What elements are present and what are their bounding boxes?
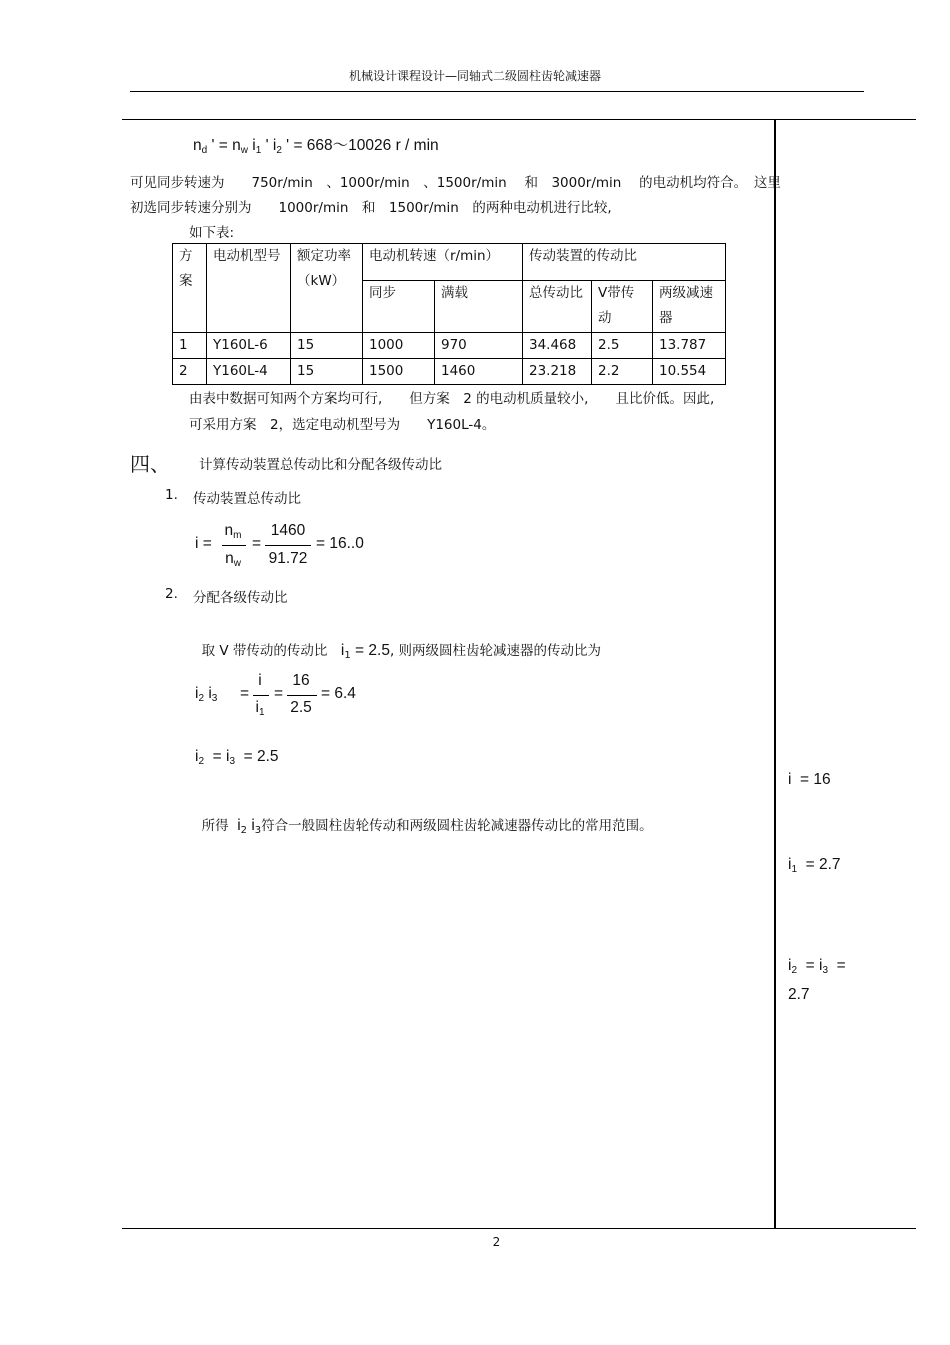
cell-full: 1460 — [435, 359, 523, 385]
item1-number: 1. — [165, 487, 178, 503]
top-rule — [122, 119, 916, 120]
eq-total-lhs: i = — [195, 535, 212, 552]
para3: 取 V 带传动的传动比 $i_1 = 2.5$, 则两级圆柱齿轮减速器的传动比为 — [201, 642, 602, 661]
eq-i23-lhs: $i_2$ $i_3$ — [195, 685, 218, 704]
header-total: 总传动比 — [523, 281, 592, 333]
formula-nd: $n_d$ ' = $n_w$ $i_1$ ' $i_2$ ' = 668～10026 r / min — [193, 137, 439, 156]
header-speed: 电动机转速（r/min） — [363, 244, 523, 281]
cell-model: Y160L-6 — [207, 333, 291, 359]
para1-line1: 可见同步转速为 750r/min 、1000r/min 、1500r/min 和 3000r/min 的电动机均符合。 这里 — [130, 175, 781, 191]
table-row — [173, 333, 726, 359]
table-row — [173, 359, 726, 385]
header-ratio: 传动装置的传动比 — [523, 244, 726, 281]
eq-equal: $i_2 = i_3 = 2.5$ — [195, 748, 279, 767]
item1-title: 传动装置总传动比 — [193, 491, 301, 507]
cell-scheme: 1 — [173, 333, 207, 359]
page-number: 2 — [492, 1235, 501, 1249]
header-model: 电动机型号 — [207, 244, 291, 333]
header-reducer: 两级减速器 — [653, 281, 726, 333]
para2-line1: 由表中数据可知两个方案均可行, 但方案 2 的电动机质量较小, 且比价低。因此, — [189, 391, 715, 407]
cell-scheme: 2 — [173, 359, 207, 385]
header-scheme: 方案 — [173, 244, 207, 333]
column-divider — [774, 119, 776, 1229]
cell-sync: 1000 — [363, 333, 435, 359]
eq-i23-num: i — [258, 672, 262, 689]
section-title: 计算传动装置总传动比和分配各级传动比 — [199, 457, 442, 473]
header-power: 额定功率（kW） — [291, 244, 363, 333]
sidebar-result-i23: $i_2 = i_3$ = — [788, 957, 846, 976]
header-full: 满载 — [435, 281, 523, 333]
header-title: 机械设计课程设计—同轴式二级圆柱齿轮减速器 — [348, 69, 601, 83]
cell-full: 970 — [435, 333, 523, 359]
eq-i23-bar2 — [287, 695, 317, 696]
cell-vbelt: 2.5 — [592, 333, 653, 359]
eq-i23-den2: 2.5 — [290, 699, 312, 716]
cell-total: 34.468 — [523, 333, 592, 359]
cell-reducer: 13.787 — [653, 333, 726, 359]
header-vbelt: V带传动 — [592, 281, 653, 333]
section-number: 四、 — [130, 452, 170, 476]
sidebar-result-i23-value: 2.7 — [788, 986, 810, 1003]
eq-i23-num2: 16 — [292, 672, 310, 689]
cell-sync: 1500 — [363, 359, 435, 385]
para1-line3: 如下表: — [189, 225, 235, 241]
eq-total-den: $n_w$ — [225, 550, 241, 569]
sidebar-result-i1: $i_1 = 2.7$ — [788, 856, 841, 875]
cell-model: Y160L-4 — [207, 359, 291, 385]
cell-total: 23.218 — [523, 359, 592, 385]
eq-total-bar2 — [265, 545, 311, 546]
cell-power: 15 — [291, 333, 363, 359]
eq-i23-den: $i_1$ — [255, 699, 265, 718]
eq-i23-rhs: = 6.4 — [321, 685, 356, 702]
item2-number: 2. — [165, 586, 178, 602]
para4: 所得 $i_2$ $i_3$符合一般圆柱齿轮传动和两级圆柱齿轮减速器传动比的常用范围。 — [201, 817, 653, 836]
eq-total-bar — [222, 545, 246, 546]
cell-vbelt: 2.2 — [592, 359, 653, 385]
header-rule — [130, 91, 864, 92]
bottom-rule — [122, 1228, 916, 1229]
eq-total-rhs: = 16..0 — [316, 535, 364, 552]
eq-total-num2: 1460 — [270, 522, 306, 539]
eq-i23-eq1: = — [240, 685, 250, 702]
motor-comparison-table — [172, 243, 726, 385]
eq-i23-bar — [253, 695, 269, 696]
para2-line2: 可采用方案 2，选定电动机型号为 Y160L-4。 — [189, 417, 496, 433]
para1-line2: 初选同步转速分别为 1000r/min 和 1500r/min 的两种电动机进行比较, — [130, 200, 612, 216]
table-header-row — [173, 244, 726, 281]
header-sync: 同步 — [363, 281, 435, 333]
cell-power: 15 — [291, 359, 363, 385]
eq-i23-eq2: = — [274, 685, 284, 702]
eq-total-eq2: = — [252, 535, 262, 552]
item2-title: 分配各级传动比 — [193, 590, 288, 606]
eq-total-den2: 91.72 — [268, 550, 308, 567]
sidebar-result-i: i = 16 — [788, 771, 831, 788]
eq-total-num: $n_m$ — [224, 522, 242, 541]
cell-reducer: 10.554 — [653, 359, 726, 385]
